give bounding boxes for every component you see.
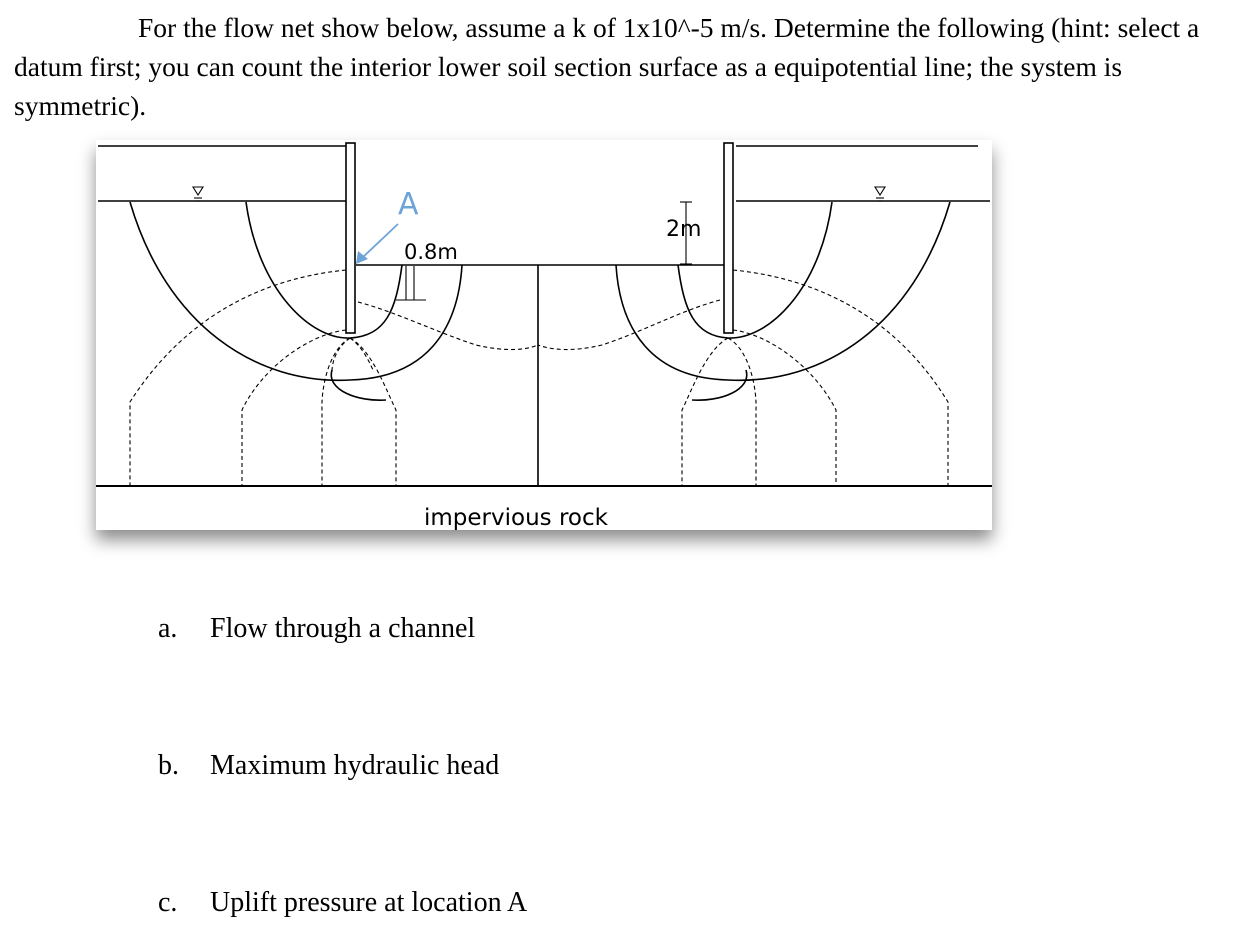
right-sheet-pile bbox=[724, 143, 733, 333]
left-sheet-pile bbox=[346, 143, 355, 333]
question-b bbox=[158, 749, 499, 783]
flow-net-figure bbox=[96, 140, 992, 530]
point-a-label: A bbox=[398, 187, 419, 222]
question-letter: b. bbox=[158, 750, 179, 781]
question-a bbox=[158, 612, 475, 646]
impervious-rock-label: impervious rock bbox=[424, 505, 608, 530]
left-flow-line bbox=[331, 370, 386, 400]
left-water-level-icon bbox=[193, 187, 203, 201]
question-text: Uplift pressure at location A bbox=[210, 887, 528, 918]
question-text: Flow through a channel bbox=[210, 613, 476, 644]
flow-net-drawing bbox=[96, 140, 992, 530]
head-label: 2m bbox=[666, 217, 702, 242]
right-equipotential-line bbox=[733, 330, 836, 486]
right-equipotential-line bbox=[538, 300, 720, 350]
question-letter: a. bbox=[158, 613, 178, 644]
right-flow-line bbox=[692, 370, 747, 400]
question-letter: c. bbox=[158, 887, 178, 918]
right-water-level-icon bbox=[875, 187, 885, 201]
left-equipotential-line bbox=[322, 338, 350, 486]
problem-statement bbox=[14, 8, 1234, 125]
right-equipotential-line bbox=[728, 338, 756, 486]
left-flow-line bbox=[246, 202, 402, 338]
problem-intro-text: For the flow net show below, assume a k of 1x10^-5 m/s. Determine the following (hint: select a datum first; you can count the interior lower soil section surface as a equipotential line; the system is symmetric). bbox=[14, 12, 1200, 121]
point-a-arrow bbox=[362, 224, 398, 258]
right-equipotential-line bbox=[682, 338, 728, 486]
depth-label: 0.8m bbox=[404, 240, 458, 264]
left-equipotential-line bbox=[350, 338, 396, 486]
left-equipotential-line bbox=[242, 330, 346, 486]
question-text: Maximum hydraulic head bbox=[210, 750, 500, 781]
question-c bbox=[158, 886, 527, 920]
left-equipotential-line bbox=[358, 302, 538, 350]
left-equipotential-line bbox=[350, 338, 374, 372]
left-flow-line bbox=[130, 202, 462, 380]
